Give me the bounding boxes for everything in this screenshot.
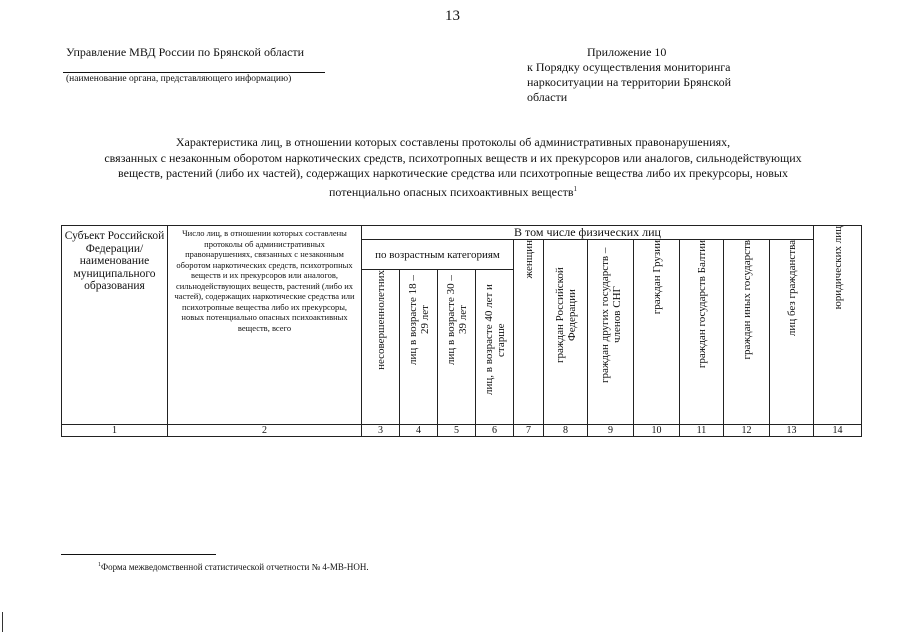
header-other-states-citizens: граждан иных государств [724, 240, 770, 425]
header-age-18-29: лиц в возрасте 18 – 29 лет [400, 270, 438, 424]
header-russian-citizens: граждан Российской Федерации [544, 240, 588, 425]
column-number: 6 [476, 424, 514, 436]
footnote-text: Форма межведомственной статистической отчетности № 4-МВ-НОН. [101, 562, 369, 572]
organization-name: Управление МВД России по Брянской области [66, 45, 305, 59]
header-total-persons: Число лиц, в отношении которых составлены протоколы об административных правонарушениях, связанных с незаконным оборотом наркотических средств, психотропных веществ и их прекурсоров или аналогов, сильнодействующих веществ, растений (либо их частей), содержащих наркотические средства или психотропные вещества либо их прекурсоры, новых потенциально опасных психоактивных веществ, всего [168, 226, 362, 425]
header-subject: Субъект Российской Федерации/ наименование муниципального образования [62, 226, 168, 425]
footnote-mark: 1 [573, 184, 578, 193]
column-number: 4 [400, 424, 438, 436]
column-number: 12 [724, 424, 770, 436]
organization-underline [63, 72, 325, 73]
statistics-table [61, 225, 862, 437]
column-number: 7 [514, 424, 544, 436]
header-minors: несовершеннолетних [362, 270, 400, 424]
column-number: 2 [168, 424, 362, 436]
document-title [50, 135, 856, 200]
appendix-line: области [527, 90, 568, 104]
footnote-separator [61, 554, 216, 555]
column-number: 8 [544, 424, 588, 436]
column-number: 3 [362, 424, 400, 436]
column-number: 1 [62, 424, 168, 436]
appendix-line: Приложение 10 [587, 45, 667, 59]
header-cis-citizens: граждан других государств – членов СНГ [588, 240, 634, 425]
title-line: связанных с незаконным оборотом наркотических средств, психотропных веществ и их прекурсоров или аналогов, сильнодействующих [104, 150, 802, 165]
column-number: 11 [680, 424, 724, 436]
appendix-line: наркоситуации на территории Брянской [527, 75, 732, 89]
title-line: потенциально опасных психоактивных веществ [328, 184, 574, 199]
header-age-categories: по возрастным категориям [362, 240, 514, 270]
column-number: 10 [634, 424, 680, 436]
column-number: 5 [438, 424, 476, 436]
organization-note: (наименование органа, представляющего информацию) [66, 74, 292, 84]
header-legal-entities: юридических лиц [814, 226, 862, 425]
column-number-row [62, 424, 862, 436]
header-women: женщин [514, 240, 544, 425]
appendix-block [527, 45, 777, 105]
column-number: 14 [814, 424, 862, 436]
title-line-last [50, 182, 856, 201]
scan-edge-mark [2, 612, 3, 632]
header-physical-persons: В том числе физических лиц [362, 226, 814, 240]
appendix-line: к Порядку осуществления мониторинга [527, 60, 731, 74]
column-number: 9 [588, 424, 634, 436]
header-baltic-citizens: граждан государств Балтии [680, 240, 724, 425]
footnote-mark: 1 [98, 562, 101, 568]
header-georgia-citizens: граждан Грузии [634, 240, 680, 425]
footnote [98, 562, 369, 572]
header-age-40-plus: лиц, в возрасте 40 лет и старше [476, 270, 514, 424]
title-line: Характеристика лиц, в отношении которых составлены протоколы об административных правонарушениях, [175, 135, 731, 149]
page-number: 13 [445, 8, 460, 24]
header-stateless: лиц без гражданства [770, 240, 814, 425]
title-line: веществ, растений (либо их частей), содержащих наркотические средства или психотропные вещества либо их прекурсоры, новых [118, 166, 788, 180]
column-number: 13 [770, 424, 814, 436]
header-age-30-39: лиц в возрасте 30 – 39 лет [438, 270, 476, 424]
